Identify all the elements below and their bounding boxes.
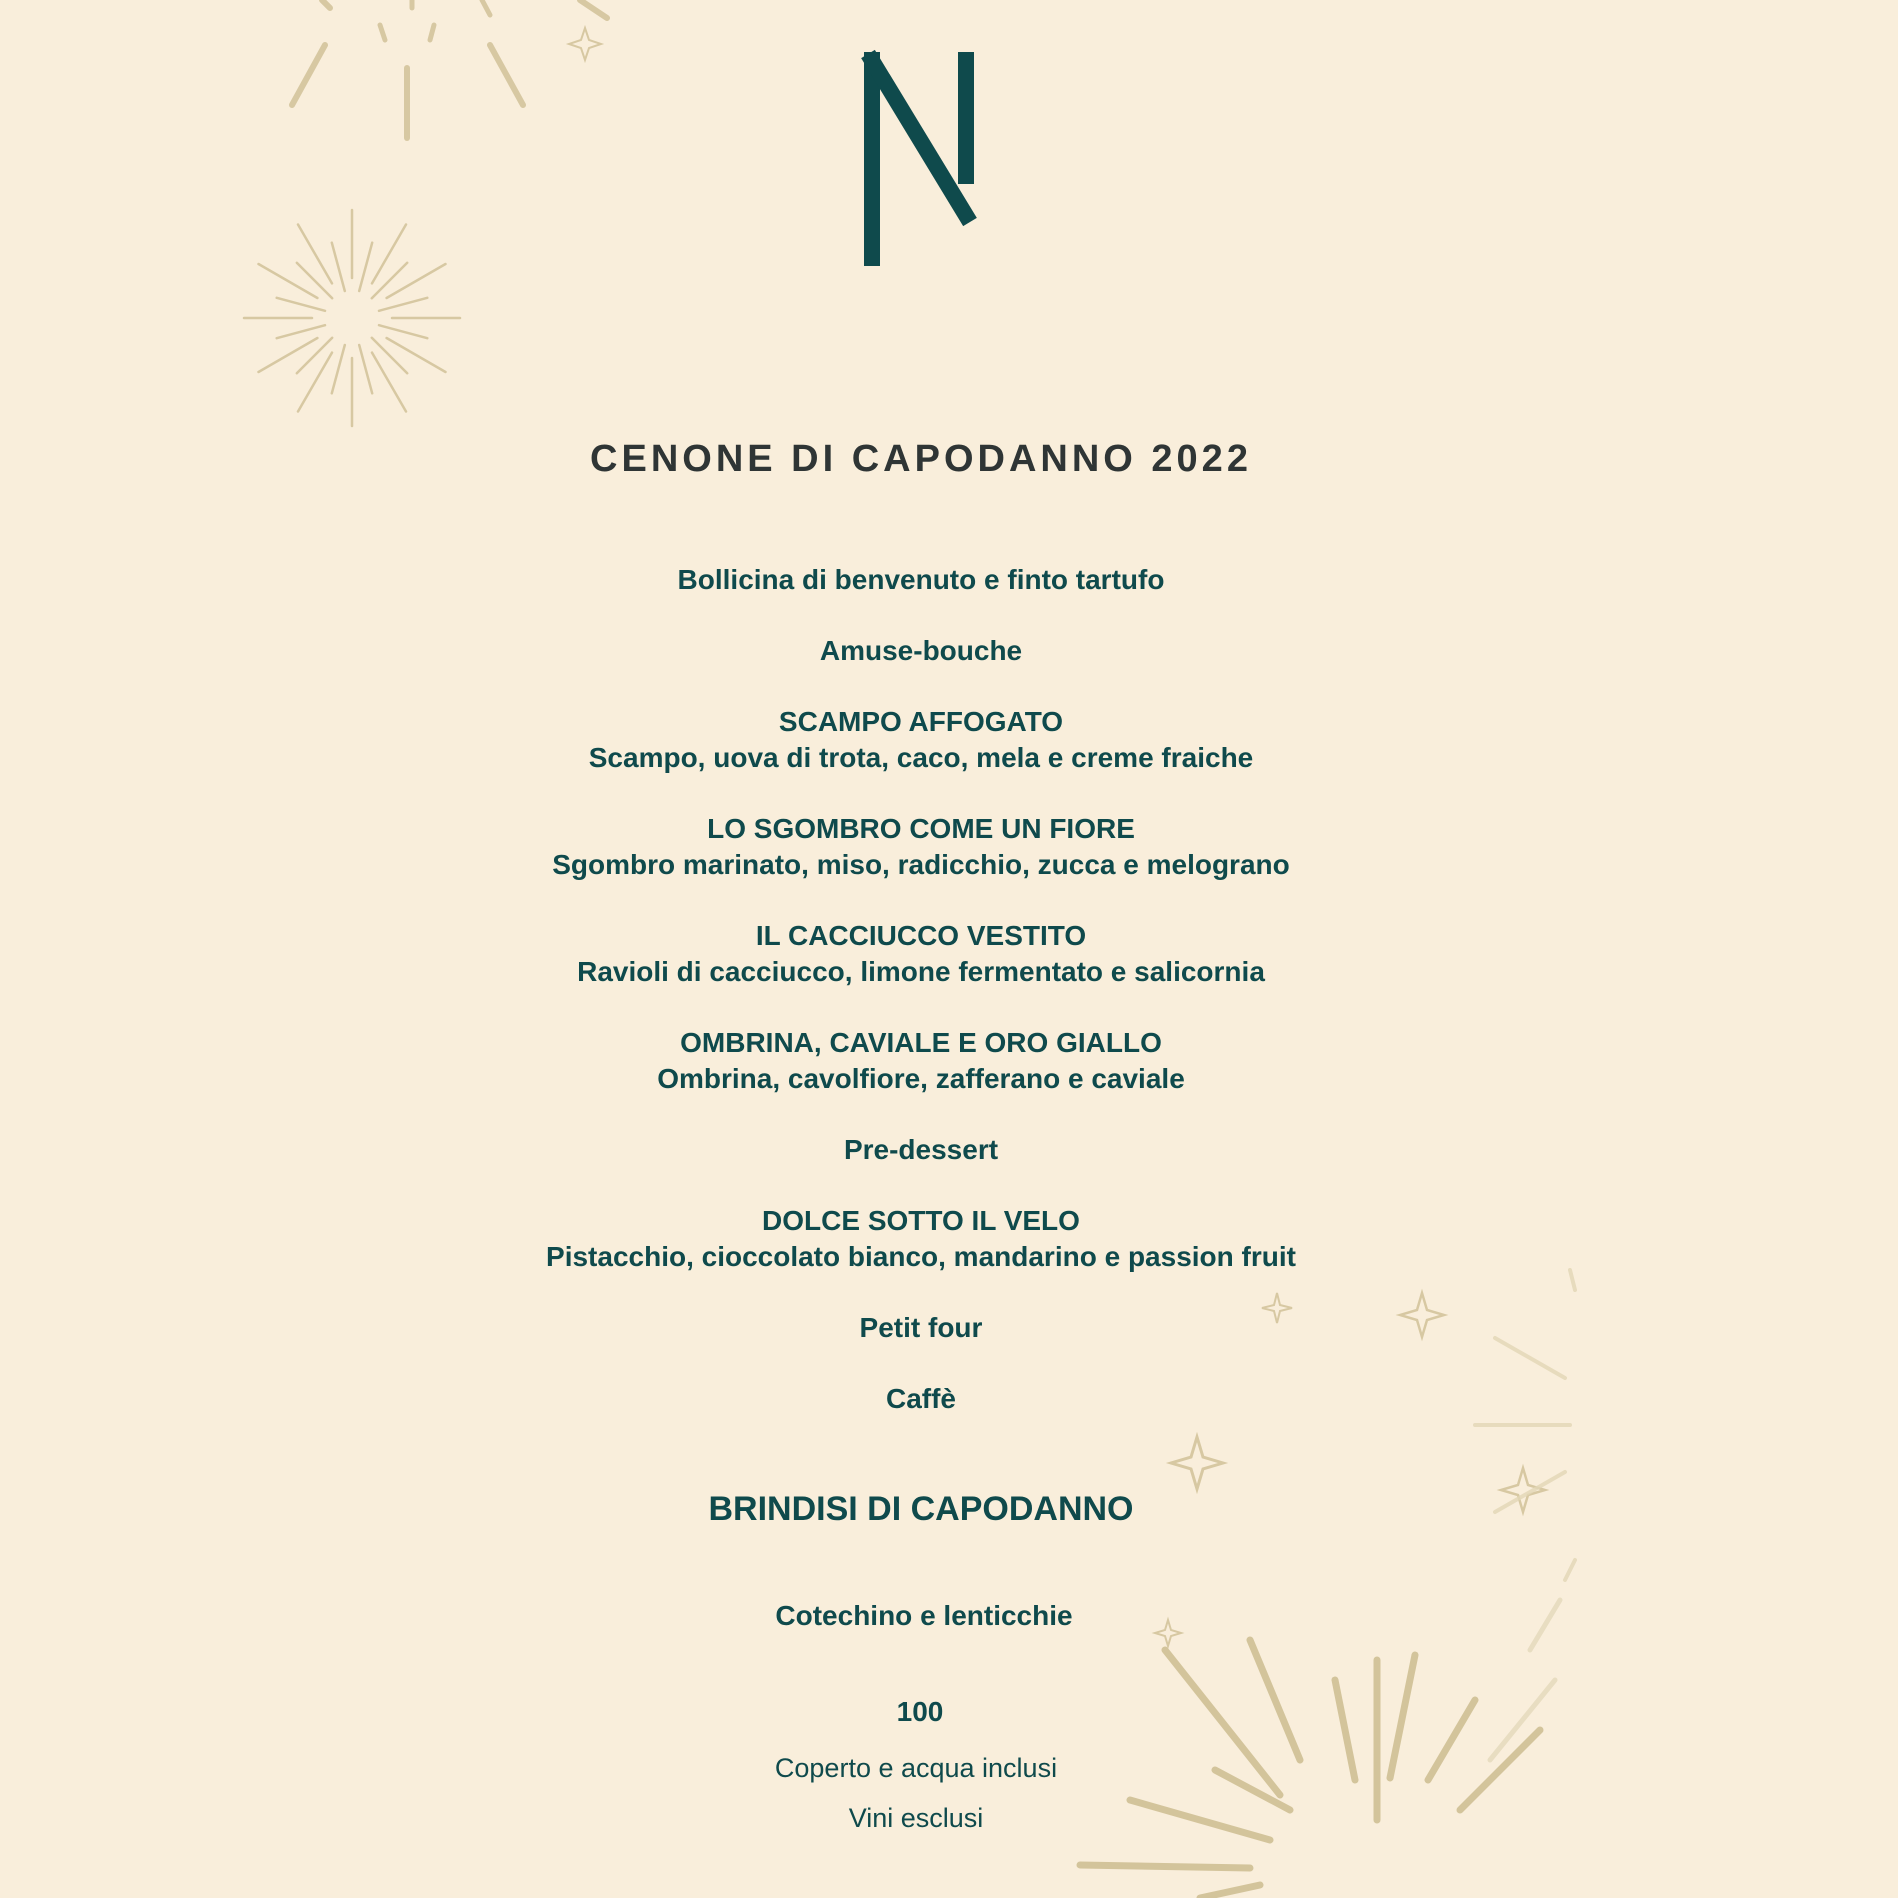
firework-ray [297, 263, 332, 298]
course-item [0, 704, 1842, 776]
course-name: Pre-dessert [843, 1134, 999, 1165]
firework-ray [379, 298, 427, 311]
note-wines: Vini esclusi [848, 1803, 984, 1833]
firework-ray [372, 353, 406, 412]
course-description: Ravioli di cacciucco, limone fermentato e salicornia [577, 956, 1265, 987]
course-item [0, 1025, 1842, 1097]
firework-ray [277, 298, 325, 311]
course-item [0, 918, 1842, 990]
firework-ray [298, 225, 332, 284]
course-name: Caffè [885, 1383, 956, 1414]
course-item [0, 1132, 1842, 1168]
course-item [0, 633, 1842, 669]
course-description: Pistacchio, cioccolato bianco, mandarino e passion fruit [546, 1241, 1296, 1272]
course-description: Scampo, uova di trota, caco, mela e creme fraiche [588, 742, 1254, 773]
menu-title: CENONE DI CAPODANNO 2022 [590, 438, 1252, 480]
firework-ray [372, 263, 407, 298]
course-name: IL CACCIUCCO VESTITO [755, 920, 1087, 951]
firework-ray [359, 345, 372, 393]
course-item [0, 1381, 1842, 1417]
course-name: SCAMPO AFFOGATO [778, 706, 1064, 737]
note-cover-water: Coperto e acqua inclusi [774, 1753, 1058, 1783]
firework-ray [359, 243, 372, 291]
n-logo-icon [860, 48, 980, 268]
course-name: OMBRINA, CAVIALE E ORO GIALLO [680, 1027, 1162, 1058]
firework-ray [298, 353, 332, 412]
course-description: Sgombro marinato, miso, radicchio, zucca e melograno [552, 849, 1290, 880]
firework-ray [277, 325, 325, 338]
firework-ray [332, 243, 345, 291]
firework-ray [372, 338, 407, 373]
firework-ray [259, 264, 318, 298]
course-description: Ombrina, cavolfiore, zafferano e caviale [657, 1063, 1185, 1094]
firework-ray [379, 325, 427, 338]
course-list [0, 562, 1842, 1452]
course-name: Petit four [859, 1312, 983, 1343]
price: 100 [896, 1696, 944, 1727]
course-item [0, 562, 1842, 598]
course-item [0, 1203, 1842, 1275]
firework-ray [387, 264, 446, 298]
course-name: DOLCE SOTTO IL VELO [762, 1205, 1080, 1236]
firework-ray [297, 338, 332, 373]
firework-ray [387, 338, 446, 372]
course-name: LO SGOMBRO COME UN FIORE [707, 813, 1135, 844]
toast-title: BRINDISI DI CAPODANNO [708, 1490, 1134, 1528]
toast-item: Cotechino e lenticchie [775, 1600, 1073, 1631]
firework-ray [259, 338, 318, 372]
course-item [0, 1310, 1842, 1346]
firework-ray [372, 225, 406, 284]
firework-ray [332, 345, 345, 393]
course-item [0, 811, 1842, 883]
course-name: Bollicina di benvenuto e finto tartufo [677, 564, 1165, 595]
course-name: Amuse-bouche [819, 635, 1023, 666]
